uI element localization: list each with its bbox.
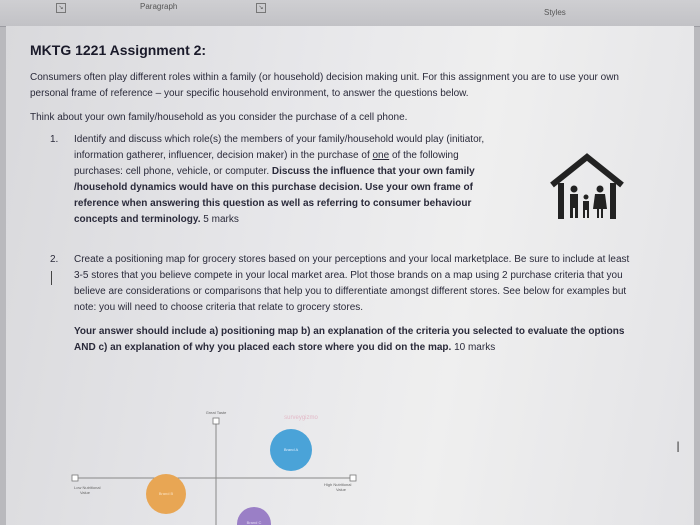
map-right-handle bbox=[350, 475, 356, 481]
text-cursor bbox=[51, 271, 52, 285]
map-right-label-2: Value bbox=[336, 487, 346, 492]
question-1-text-b: of the following purchases: cell phone, vehicle, or computer. bbox=[74, 150, 459, 177]
map-top-label: Great Taste bbox=[205, 410, 227, 415]
question-2-bold: Your answer should include a) positioning map b) an explanation of the criteria you selected to evaluate the options AND c) an explanation of why you placed each store where you did on the map. bbox=[74, 326, 625, 353]
question-1-one: one bbox=[372, 150, 390, 161]
positioning-map-example bbox=[66, 406, 406, 525]
mouse-ibeam-icon: I bbox=[676, 440, 681, 456]
instruction-paragraph: Think about your own family/household as you consider the purchase of a cell phone. bbox=[30, 112, 408, 123]
map-right-label-1: High Nutritional bbox=[324, 482, 352, 487]
styles-group-label: Styles bbox=[544, 8, 566, 17]
question-1-text-a: Identify and discuss which role(s) the members of your family/household would play (initiator, information gatherer, influencer, decision maker) in the purchase of bbox=[74, 134, 485, 161]
map-left-label-2: Value bbox=[80, 490, 90, 495]
dialog-launcher-icon[interactable]: ↘ bbox=[56, 3, 66, 13]
question-1 bbox=[30, 132, 630, 228]
question-1-bold: Discuss the influence that your own family /household dynamics would have on this purchase decision. Use your own frame of reference when answering this question as well as referring to consumer behaviour concepts and terminology. bbox=[74, 166, 475, 225]
map-left-label-1: Low Nutritional bbox=[74, 485, 101, 490]
question-1-marks: 5 marks bbox=[200, 214, 239, 225]
map-brand-c-label: Brand C bbox=[246, 520, 262, 525]
paragraph-launcher-icon[interactable]: ↘ bbox=[256, 3, 266, 13]
map-left-handle bbox=[72, 475, 78, 481]
map-brand-a-label: Brand A bbox=[283, 447, 299, 452]
map-watermark: surveygizmo bbox=[284, 415, 318, 421]
ribbon bbox=[0, 0, 700, 27]
document-page[interactable] bbox=[6, 26, 694, 525]
paragraph-group-label: Paragraph bbox=[140, 2, 178, 11]
question-1-number: 1. bbox=[50, 134, 59, 145]
document-body[interactable] bbox=[30, 42, 630, 356]
intro-paragraph: Consumers often play different roles within a family (or household) decision making unit. For this assignment you are to use your own personal frame of reference – your specific household environment, to answer the questions below. bbox=[30, 72, 619, 99]
page-title: MKTG 1221 Assignment 2: bbox=[30, 42, 207, 58]
map-top-handle bbox=[213, 418, 219, 424]
question-2-number: 2. bbox=[50, 254, 59, 265]
question-2 bbox=[30, 252, 630, 356]
question-2-marks: 10 marks bbox=[451, 342, 496, 353]
family-house-icon bbox=[548, 153, 626, 221]
map-brand-b-label: Brand B bbox=[158, 491, 174, 496]
question-2-text: Create a positioning map for grocery stores based on your perceptions and your local marketplace. Be sure to include at least 3-5 stores that you believe compete in your local market area. Plot those brands on a map using 2 purchase criteria that you believe are considerations or comparisons that help you to differentiate amongst different stores. See below for examples but note: you will need to choose criteria that relate to grocery stores. bbox=[74, 254, 630, 313]
